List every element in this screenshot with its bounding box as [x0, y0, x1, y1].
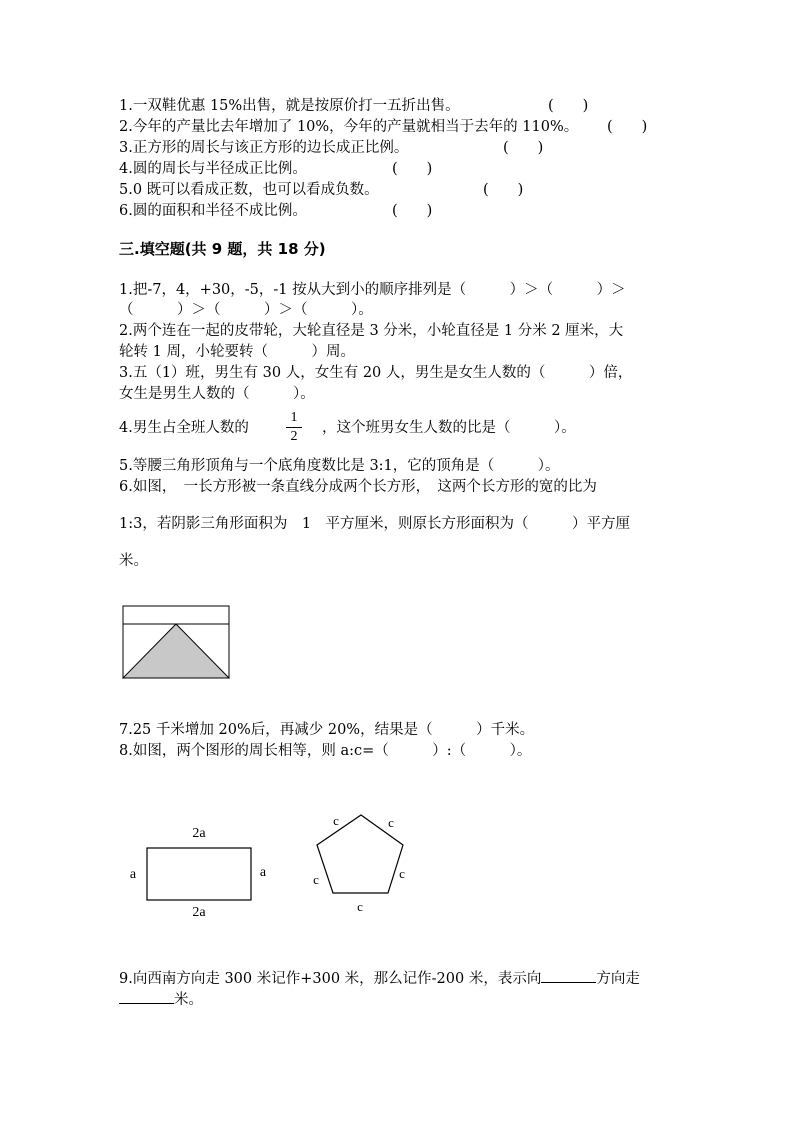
q3-line-2: 女生是男生人数的（ ）。 [119, 386, 315, 402]
q9-text-c: 米。 [174, 992, 203, 1008]
fraction-denominator: 2 [290, 429, 298, 444]
tf-text: 2.今年的产量比去年增加了 10%，今年的产量就相当于去年的 110%。 [119, 119, 579, 135]
answer-paren[interactable]: ( ) [503, 140, 544, 156]
q4-text-b: ，这个班男女生人数的比是（ ）。 [322, 420, 576, 436]
fraction-numerator: 1 [290, 410, 298, 425]
answer-paren[interactable]: ( ) [607, 119, 648, 135]
q1-line-1: 1.把-7，4，+30，-5，-1 按从大到小的顺序排列是（ ）＞（ ）＞ [119, 282, 626, 298]
q9-line-2 [119, 989, 203, 1010]
answer-paren[interactable]: ( ) [483, 182, 524, 198]
section-heading: 三.填空题(共 9 题，共 18 分) [119, 240, 326, 258]
tf-text: 3.正方形的周长与该正方形的边长成正比例。 [119, 140, 409, 156]
pentagon-label: c [357, 899, 363, 914]
q8-line: 8.如图，两个图形的周长相等，则 a:c=（ ）:（ ）。 [119, 743, 532, 759]
pentagon-label: c [313, 872, 319, 887]
rect-right-label: a [259, 865, 267, 880]
rect-left-label: a [129, 867, 137, 882]
q6-figure [118, 600, 238, 684]
fraction-bar [286, 427, 302, 428]
pentagon-label: c [388, 815, 394, 830]
q6-line-1: 6.如图， 一长方形被一条直线分成两个长方形， 这两个长方形的宽的比为 [119, 479, 597, 495]
tf-item-2 [119, 117, 648, 137]
q9-line-1 [119, 968, 640, 989]
tf-text: 4.圆的周长与半径成正比例。 [119, 161, 307, 177]
pentagon-label: c [333, 813, 339, 828]
pentagon-label: c [399, 866, 405, 881]
answer-blank[interactable] [119, 989, 174, 1004]
q1-line-2: （ ）＞（ ）＞（ ）。 [119, 302, 373, 318]
tf-item-5 [119, 180, 524, 200]
q4-text-a: 4.男生占全班人数的 [119, 420, 249, 436]
fraction-one-half [286, 410, 302, 445]
q2-line-1: 2.两个连在一起的皮带轮，大轮直径是 3 分米，小轮直径是 1 分米 2 厘米，大 [119, 323, 624, 339]
q9-text-a: 9.向西南方向走 300 米记作+300 米，那么记作-200 米，表示向 [119, 971, 542, 987]
rect-bottom-label: 2a [192, 905, 206, 920]
tf-item-1 [119, 96, 589, 116]
q7-line: 7.25 千米增加 20%后，再减少 20%，结果是（ ）千米。 [119, 722, 535, 738]
tf-item-4 [119, 159, 433, 179]
q6-line-3: 米。 [119, 553, 148, 569]
answer-paren[interactable]: ( ) [548, 98, 589, 114]
q2-line-2: 轮转 1 周，小轮要转（ ）周。 [119, 344, 355, 360]
q9-text-b: 方向走 [596, 971, 640, 987]
tf-text: 5.0 既可以看成正数，也可以看成负数。 [119, 182, 379, 198]
rectangle-shape [147, 848, 251, 900]
answer-paren[interactable]: ( ) [392, 203, 433, 219]
tf-item-3 [119, 138, 544, 158]
answer-paren[interactable]: ( ) [392, 161, 433, 177]
tf-item-6 [119, 201, 433, 221]
q8-figure [120, 805, 420, 925]
tf-text: 6.圆的面积和半径不成比例。 [119, 203, 307, 219]
answer-blank[interactable] [541, 968, 596, 983]
tf-text: 1.一双鞋优惠 15%出售，就是按原价打一五折出售。 [119, 98, 460, 114]
rect-top-label: 2a [192, 826, 206, 841]
q6-line-2: 1:3，若阴影三角形面积为 1 平方厘米，则原长方形面积为（ ）平方厘 [119, 516, 631, 532]
q3-line-1: 3.五（1）班，男生有 30 人，女生有 20 人，男生是女生人数的（ ）倍， [119, 365, 633, 381]
q5-line: 5.等腰三角形顶角与一个底角度数比是 3:1，它的顶角是（ ）。 [119, 458, 560, 474]
